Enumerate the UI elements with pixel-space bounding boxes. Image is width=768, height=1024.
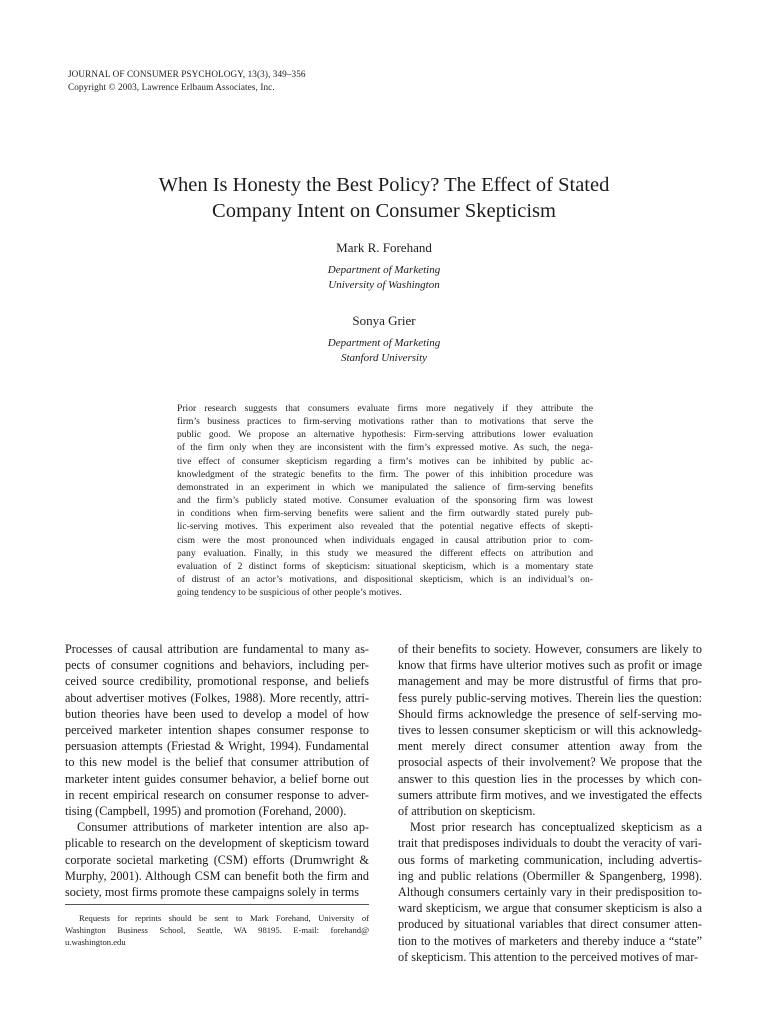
copyright-line: Copyright © 2003, Lawrence Erlbaum Associates, Inc. <box>68 82 275 92</box>
body-line: Processes of causal attribution are fundamental to many as- <box>65 642 369 656</box>
body-line: sumers attribute firm motives, and we investigated the effects <box>398 787 702 802</box>
footnote-line: Requests for reprints should be sent to Mark Forehand, University of <box>79 913 369 923</box>
abstract-line: of the firm only when they are inconsistent with the firm’s expressed motive. As such, the nega- <box>177 442 593 454</box>
body-line: perceived marketer intention shapes consumer response to <box>65 723 369 738</box>
body-line: marketer intent guides consumer behavior, a belief borne out <box>65 771 369 786</box>
body-line: in recent empirical research on consumer response to adver- <box>65 787 369 802</box>
body-line: prosocial aspects of their involvement? We propose that the <box>398 755 702 770</box>
abstract-line: evaluation of 2 distinct forms of skepticism: situational skepticism, which is a momentary state <box>177 560 593 572</box>
body-line: ous forms of marketing communication, including advertis- <box>398 852 702 867</box>
body-column-left <box>65 641 369 900</box>
author-department: Department of Marketing <box>327 337 441 349</box>
body-line: trait that predisposes individuals to doubt the veracity of vari- <box>398 836 702 851</box>
abstract-line: demonstrated in an experiment in which we manipulated the salience of firm-serving benefits <box>177 481 593 493</box>
body-line: to this new model is the belief that consumer attribution of <box>65 755 369 770</box>
title-line: When Is Honesty the Best Policy? The Effect of Stated <box>158 174 610 196</box>
body-line: about advertiser motives (Folkes, 1988). More recently, attri- <box>65 690 369 705</box>
body-line: of their benefits to society. However, consumers are likely to <box>398 642 702 656</box>
abstract-line: pany evaluation. Finally, in this study we measured the different effects on attribution and <box>177 547 593 559</box>
body-line: fess purely public-serving motives. Therein lies the question: <box>398 690 702 705</box>
body-line: Consumer attributions of marketer intention are also ap- <box>77 820 369 835</box>
body-line: ceived source credibility, promotional response, and beliefs <box>65 674 369 689</box>
body-line: management and may be more distrustful of firms that pro- <box>398 674 702 689</box>
abstract-line: public good. We propose an alternative hypothesis: Firm-serving attributions lower evaluation <box>177 429 593 441</box>
abstract-line: cism were the most pronounced when individuals engaged in causal attribution prior to com- <box>177 534 593 546</box>
body-line: pects of consumer cognitions and behaviors, including per- <box>65 658 369 673</box>
abstract-line: Prior research suggests that consumers evaluate firms more negatively if they attribute the <box>177 403 593 414</box>
paper-title <box>80 172 688 224</box>
body-line: plicable to research on the development of skepticism toward <box>65 836 369 851</box>
body-line: of skepticism. This attention to the perceived motives of mar- <box>398 949 699 964</box>
author-block <box>184 240 584 293</box>
abstract-line: knowledgment of the strategic benefits to the firm. The power of this inhibition procedure was <box>177 468 593 480</box>
abstract-line: going tendency to be suspicious of other people’s motives. <box>177 587 402 599</box>
author-department: Department of Marketing <box>327 264 441 276</box>
title-line: Company Intent on Consumer Skepticism <box>212 200 556 222</box>
journal-header <box>68 68 306 94</box>
author-university: Stanford University <box>340 352 428 364</box>
body-line: persuasion attempts (Friestad & Wright, 1994). Fundamental <box>65 739 369 754</box>
abstract-line: and the firm’s publicly stated motive. Consumer evaluation of the sponsoring firm was lowest <box>177 495 593 507</box>
abstract-line: of distrust of an actor’s motivations, and dispositional skepticism, which is an individual’s on- <box>177 574 593 586</box>
body-line: tion to the motives of marketers and thereby induce a “state” <box>398 933 702 948</box>
body-line: Should firms acknowledge the presence of self-serving mo- <box>398 706 702 721</box>
body-line: corporate societal marketing (CSM) efforts (Drumwright & <box>65 852 369 867</box>
abstract-line: firm’s business practices to firm-serving motivations rather than to motivations that serve the <box>177 416 593 428</box>
abstract <box>177 402 593 599</box>
body-line: ment merely direct consumer attention away from the <box>398 739 702 754</box>
body-line: tising (Campbell, 1995) and promotion (Forehand, 2000). <box>65 804 347 819</box>
abstract-line: in conditions when firm-serving benefits were salient and the firm outwardly stated purely pub- <box>177 508 593 520</box>
journal-citation: JOURNAL OF CONSUMER PSYCHOLOGY, 13(3), 349–356 <box>68 69 306 79</box>
abstract-line: lic-serving motives. This experiment also revealed that the potential negative effects of skepti- <box>177 521 593 533</box>
author-name: Sonya Grier <box>352 313 416 328</box>
body-line: Murphy, 2001). Although CSM can benefit both the firm and <box>65 868 369 883</box>
body-line: society, most firms promote these campaigns solely in terms <box>65 885 360 900</box>
footnote-divider <box>65 904 369 905</box>
footnote-line: Washington Business School, Seattle, WA 98195. E-mail: forehand@ <box>65 925 369 935</box>
body-line: bution theories have been used to develop a model of how <box>65 706 369 721</box>
footnote-line: u.washington.edu <box>65 937 126 947</box>
author-name: Mark R. Forehand <box>336 240 432 255</box>
abstract-line: tive effect of consumer skepticism regarding a firm’s motives can be inhibited by public ac- <box>177 455 593 467</box>
body-line: produced by situational variables that direct consumer atten- <box>398 917 702 932</box>
body-column-right <box>398 641 702 965</box>
footnote <box>65 912 369 948</box>
body-line: answer to this question lies in the processes by which con- <box>398 771 702 786</box>
body-line: ward skepticism, we argue that consumer skepticism is also a <box>398 901 702 916</box>
author-block <box>184 313 584 366</box>
body-line: know that firms have ulterior motives such as profit or image <box>398 658 702 673</box>
body-line: Although consumers certainly vary in their predisposition to- <box>398 885 702 900</box>
author-university: University of Washington <box>328 279 440 291</box>
body-line: of attribution on skepticism. <box>398 804 536 819</box>
body-line: tives to lessen consumer skepticism or will this acknowledg- <box>398 723 702 738</box>
body-line: ing and public relations (Obermiller & Spangenberg, 1998). <box>398 868 702 883</box>
body-line: Most prior research has conceptualized skepticism as a <box>410 820 702 835</box>
